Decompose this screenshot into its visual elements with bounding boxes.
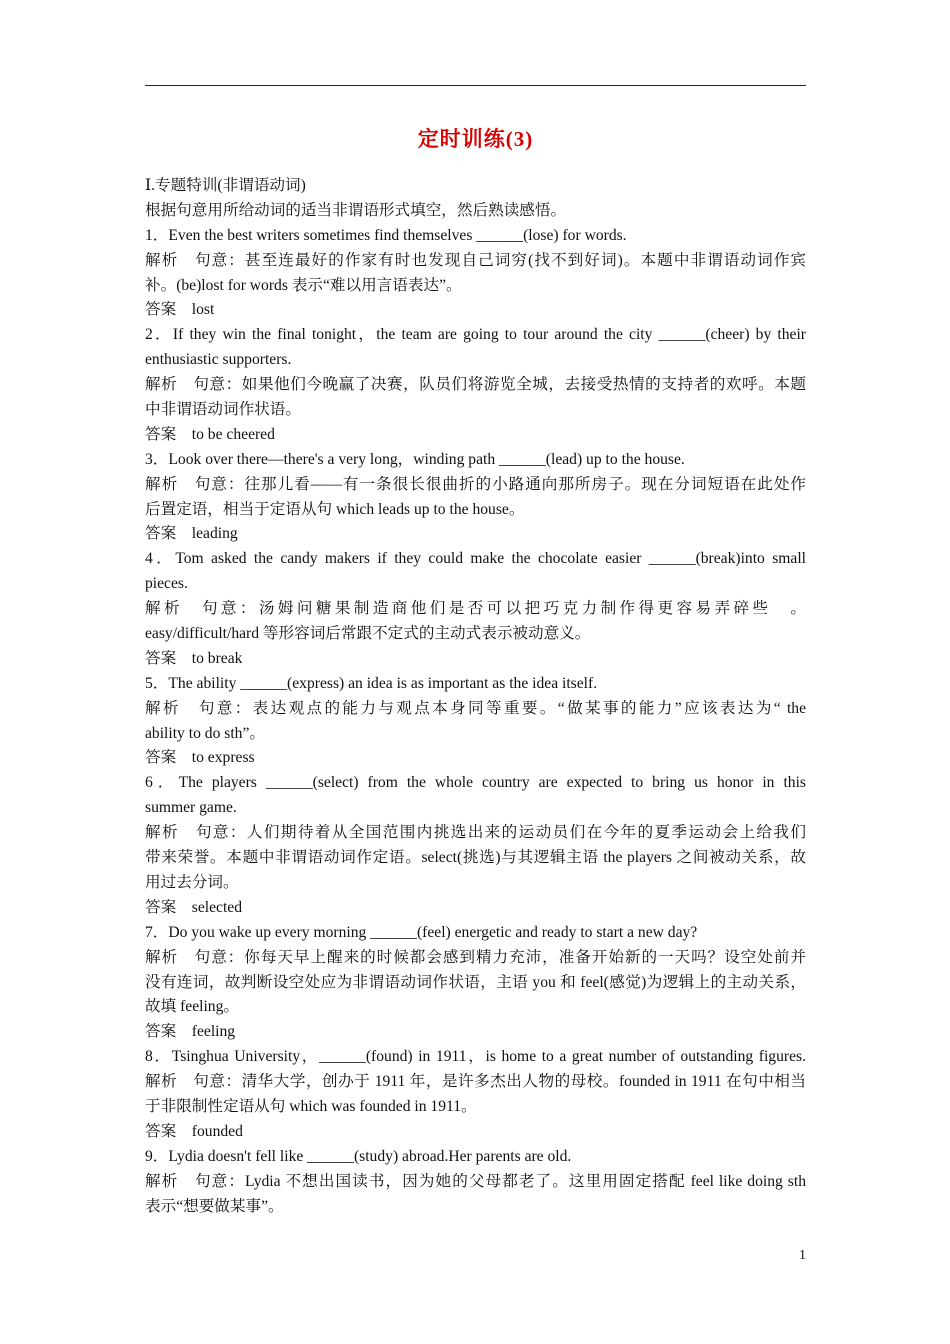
page-title: 定时训练(3) bbox=[417, 127, 534, 151]
text-line: 解析 句意：Lydia 不想出国读书，因为她的父母都老了。这里用固定搭配 feel like doing sth bbox=[145, 1172, 806, 1190]
text-line: 9．Lydia doesn't fell like ______(study) abroad.Her parents are old. bbox=[145, 1147, 572, 1165]
text-line: 解析 句意：汤姆问糖果制造商他们是否可以把巧克力制作得更容易弄碎些 。 bbox=[145, 600, 806, 618]
text-line: 解析 句意：人们期待着从全国范围内挑选出来的运动员们在今年的夏季运动会上给我们 bbox=[145, 824, 806, 842]
document-body bbox=[145, 174, 806, 1219]
text-line: 没有连词，故判断设空处应为非谓语动词作状语，主语 you 和 feel(感觉)为逻辑上的主动关系， bbox=[145, 973, 806, 991]
text-line: 5．The ability ______(express) an idea is as important as the idea itself. bbox=[145, 674, 598, 692]
text-line: 答案 lost bbox=[145, 301, 215, 319]
text-line: 补。(be)lost for words 表示“难以用言语表达”。 bbox=[145, 276, 462, 294]
text-line: 答案 feeling bbox=[145, 1023, 236, 1041]
exercise-lines bbox=[145, 224, 806, 1220]
text-line: 解析 句意：清华大学，创办于 1911 年，是许多杰出人物的母校。founded in 1911 在句中相当 bbox=[145, 1073, 806, 1091]
text-line: enthusiastic supporters. bbox=[145, 351, 292, 369]
text-line: 3．Look over there—there's a very long，winding path ______(lead) up to the house. bbox=[145, 450, 685, 468]
text-line: 解析 句意：如果他们今晚赢了决赛，队员们将游览全城，去接受热情的支持者的欢呼。本题 bbox=[145, 376, 806, 394]
text-line: 故填 feeling。 bbox=[145, 998, 239, 1016]
text-line: 表示“想要做某事”。 bbox=[145, 1197, 284, 1215]
text-line: 答案 to express bbox=[145, 749, 255, 767]
text-line: 6．The players ______(select) from the whole country are expected to bring us honor in this bbox=[145, 774, 806, 792]
text-line: 用过去分词。 bbox=[145, 873, 239, 891]
text-line: 解析 句意：你每天早上醒来的时候都会感到精力充沛，准备开始新的一天吗？设空处前并 bbox=[145, 948, 806, 966]
instruction-text: 根据句意用所给动词的适当非谓语形式填空，然后熟读感悟。 bbox=[145, 201, 567, 219]
text-line: ability to do sth”。 bbox=[145, 724, 265, 742]
text-line: 答案 selected bbox=[145, 898, 242, 916]
text-line: 带来荣誉。本题中非谓语动词作定语。select(挑选)与其逻辑主语 the players 之间被动关系，故 bbox=[145, 849, 806, 867]
text-line: 于非限制性定语从句 which was founded in 1911。 bbox=[145, 1097, 477, 1115]
text-line: 答案 to be cheered bbox=[145, 425, 275, 443]
text-line: 中非谓语动词作状语。 bbox=[145, 401, 301, 419]
text-line: summer game. bbox=[145, 799, 237, 817]
text-line: 后置定语，相当于定语从句 which leads up to the house。 bbox=[145, 500, 525, 518]
text-line: 答案 leading bbox=[145, 525, 238, 543]
text-line: 7．Do you wake up every morning ______(feel) energetic and ready to start a new day? bbox=[145, 923, 698, 941]
page-number: 1 bbox=[799, 1248, 806, 1263]
text-line: 8．Tsinghua University，______(found) in 1911，is home to a great number of outstanding figures. bbox=[145, 1048, 806, 1066]
text-line: 答案 to break bbox=[145, 649, 243, 667]
text-line: 1．Even the best writers sometimes find themselves ______(lose) for words. bbox=[145, 226, 627, 244]
text-line: 解析 句意：甚至连最好的作家有时也发现自己词穷(找不到好词)。本题中非谓语动词作宾 bbox=[145, 251, 806, 269]
header-rule bbox=[145, 85, 806, 86]
section-heading: Ⅰ.专题特训(非谓语动词) bbox=[145, 177, 306, 194]
text-line: easy/difficult/hard 等形容词后常跟不定式的主动式表示被动意义。 bbox=[145, 625, 591, 643]
text-line: 解析 句意：往那儿看——有一条很长很曲折的小路通向那所房子。现在分词短语在此处作 bbox=[145, 475, 806, 493]
text-line: 答案 founded bbox=[145, 1122, 243, 1140]
text-line: pieces. bbox=[145, 575, 188, 593]
text-line: 4．Tom asked the candy makers if they could make the chocolate easier ______(break)into small bbox=[145, 550, 806, 568]
text-line: 解析 句意：表达观点的能力与观点本身同等重要。“做某事的能力”应该表达为“ the bbox=[145, 699, 806, 717]
text-line: 2．If they win the final tonight，the team are going to tour around the city ______(cheer) by their bbox=[145, 326, 806, 344]
